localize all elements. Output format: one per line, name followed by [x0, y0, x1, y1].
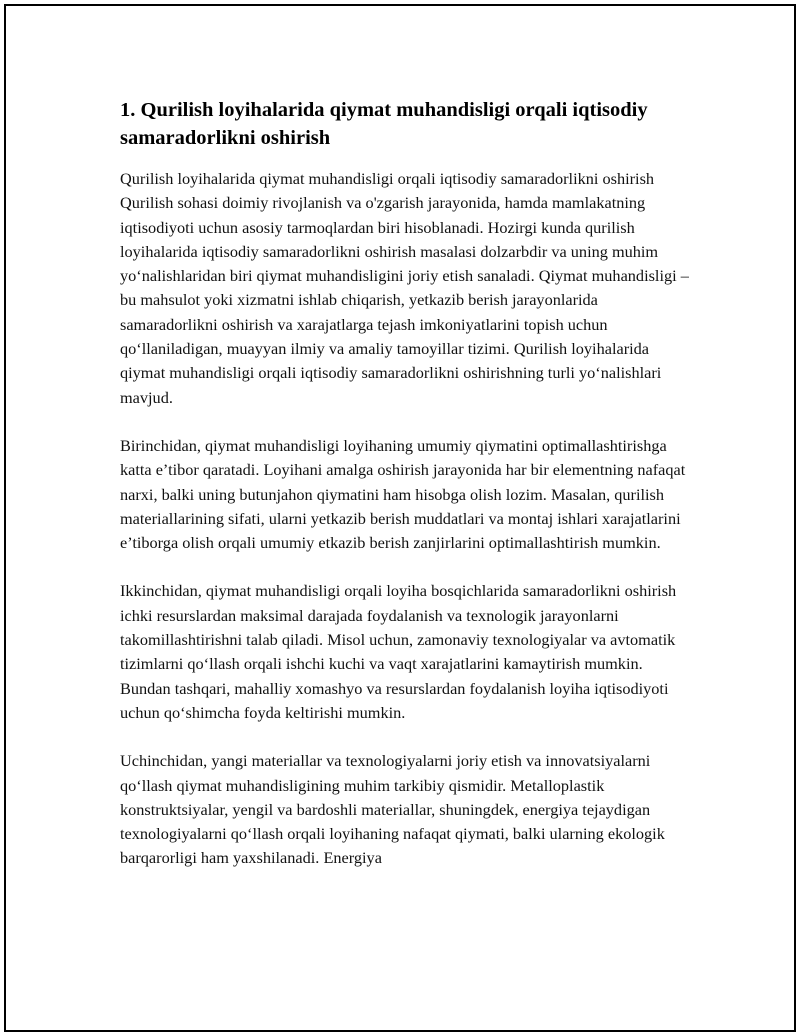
paragraph-second-point: Ikkinchidan, qiymat muhandisligi orqali loyiha bosqichlarida samaradorlikni oshirish ichki resurslardan maksimal darajada foydalanish va texnologik jarayonlarni takomillashtirishni talab qiladi. Misol uchun, zamonaviy texnologiyalar va avtomatik tizimlarni qo‘llash orqali ishchi kuchi va vaqt xarajatlarini kamaytirish mumkin. Bundan tashqari, mahalliy xomashyo va resurslardan foydalanish loyiha iqtisodiyoti uchun qo‘shimcha foyda keltirishi mumkin.: [120, 581, 677, 722]
paragraph-third-point: Uchinchidan, yangi materiallar va texnologiyalarni joriy etish va innovatsiyalarni qo‘llash qiymat muhandisligining muhim tarkibiy qismidir. Metalloplastik konstruktsiyalar, yengil va bardoshli materiallar, shuningdek, energiya tejaydigan texnologiyalarni qo‘llash orqali loyihaning nafaqat qiymati, balki ularning ekologik barqarorligi ham yaxshilanadi. Energiya: [120, 751, 665, 868]
page-frame: [4, 4, 796, 1032]
paragraph-intro: Qurilish loyihalarida qiymat muhandisligi orqali iqtisodiy samaradorlikni oshirish Qurilish sohasi doimiy rivojlanish va o'zgarish jarayonida, hamda mamlakatning iqtisodiyoti uchun asosiy tarmoqlardan biri hisoblanadi. Hozirgi kunda qurilish loyihalarida iqtisodiy samaradorlikni oshirish masalasi dolzarbdir va uning muhim yo‘nalishlaridan biri qiymat muhandisligini joriy etish sanaladi. Qiymat muhandisligi – bu mahsulot yoki xizmatni ishlab chiqarish, yetkazib berish jarayonlarida samaradorlikni oshirish va xarajatlarga tejash imkoniyatlarini topish uchun qo‘llaniladigan, muayyan ilmiy va amaliy tamoyillar tizimi. Qurilish loyihalarida qiymat muhandisligi orqali iqtisodiy samaradorlikni oshirishning turli yo‘nalishlari mavjud.: [120, 169, 689, 407]
section-heading: 1. Qurilish loyihalarida qiymat muhandisligi orqali iqtisodiy samaradorlikni oshirish: [120, 99, 648, 149]
document-body: [120, 96, 692, 895]
paragraph-first-point: Birinchidan, qiymat muhandisligi loyihaning umumiy qiymatini optimallashtirishga katta e’tibor qaratadi. Loyihani amalga oshirish jarayonida har bir elementning nafaqat narxi, balki uning butunjahon qiymatini ham hisobga olish lozim. Masalan, qurilish materiallarining sifati, ularni yetkazib berish muddatlari va montaj ishlari xarajatlarini e’tiborga olish orqali umumiy etkazib berish zanjirlarini optimallashtirish mumkin.: [120, 435, 686, 553]
